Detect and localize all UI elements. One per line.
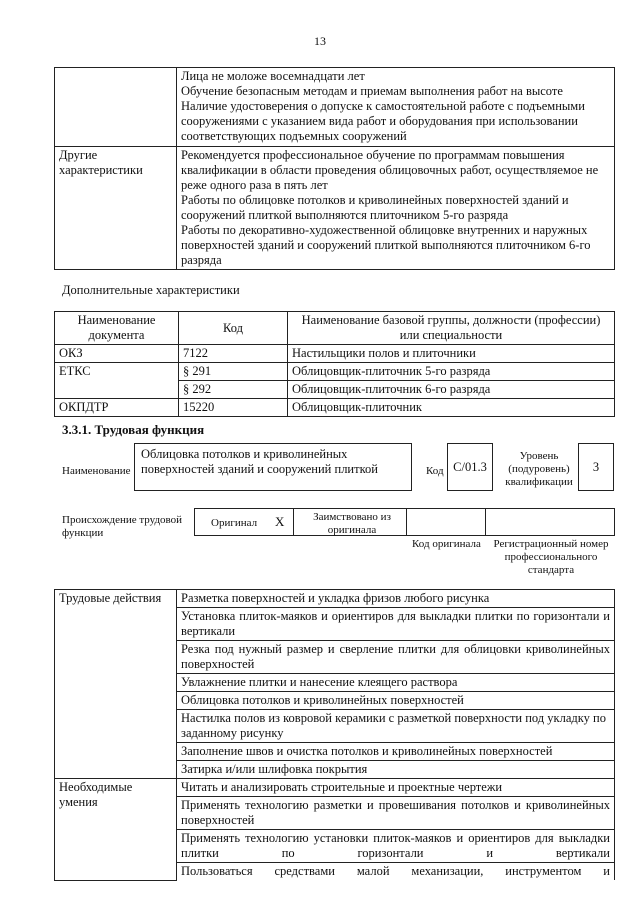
- action-item: Облицовка потолков и криволинейных поверхностей: [177, 692, 615, 710]
- table-row: [55, 363, 615, 381]
- table-row: [55, 68, 615, 147]
- cell-name: Облицовщик-плиточник 6-го разряда: [288, 381, 615, 399]
- divider: [485, 509, 486, 535]
- cell-code: 7122: [179, 345, 288, 363]
- section-title: 3.3.1. Трудовая функция: [62, 422, 205, 437]
- requirement-line: Наличие удостоверения о допуске к самостоятельной работе с подъемными сооружениями с указанием вида работ и оборудования при использовании соответствующих подъемных сооружений: [181, 99, 585, 143]
- action-item: Увлажнение плитки и нанесение клеящего раствора: [177, 674, 615, 692]
- action-item: Затирка и/или шлифовка покрытия: [177, 761, 615, 779]
- original-label: Оригинал: [211, 517, 258, 529]
- table-row: [55, 147, 615, 270]
- cell-name: Облицовщик-плиточник 5-го разряда: [288, 363, 615, 381]
- code-label: Код: [426, 465, 444, 477]
- action-item: Резка под нужный размер и сверление плитки для облицовки криволинейных поверхностей: [177, 641, 615, 674]
- table-row: [55, 590, 615, 608]
- original-mark: X: [275, 514, 285, 529]
- function-name-box: Облицовка потолков и криволинейных поверхностей зданий и сооружений плиткой: [134, 443, 412, 491]
- divider: [293, 509, 294, 535]
- skill-item: Читать и анализировать строительные и проектные чертежи: [177, 779, 615, 797]
- table-row: [55, 779, 615, 797]
- skill-item: Применять технологию разметки и провешивания потолков и криволинейных поверхностей: [177, 797, 615, 830]
- divider: [406, 509, 407, 535]
- cell-doc: ОКЗ: [55, 345, 179, 363]
- row-label: [55, 68, 177, 147]
- reg-number-label: Регистрационный номер профессионального стандарта: [493, 538, 609, 576]
- requirement-line: Лица не моложе восемнадцати лет: [181, 69, 365, 83]
- function-code-box: С/01.3: [447, 443, 493, 491]
- table-row: [55, 345, 615, 363]
- cell-doc: [55, 381, 179, 399]
- cell-doc: ОКПДТР: [55, 399, 179, 417]
- page-number: 13: [314, 34, 326, 48]
- cell-code: § 291: [179, 363, 288, 381]
- name-label: Наименование: [62, 465, 131, 477]
- requirement-line: Работы по декоративно-художественной облицовке внутренних и наружных поверхностей зданий и сооружений плиткой выполняются плиточником 6-го разряда: [181, 223, 591, 267]
- action-item: Установка плиток-маяков и ориентиров для выкладки плитки по горизонтали и вертикали: [177, 608, 615, 641]
- actions-label: Трудовые действия: [55, 590, 177, 779]
- table-row: [55, 381, 615, 399]
- additional-table: [54, 311, 615, 417]
- origin-label: Происхождение трудовой функции: [62, 514, 183, 539]
- requirement-line: Обучение безопасным методам и приемам выполнения работ на высоте: [181, 84, 563, 98]
- header-name: Наименование базовой группы, должности (профессии) или специальности: [288, 312, 615, 345]
- cell-name: Настильщики полов и плиточники: [288, 345, 615, 363]
- origin-box: [194, 508, 615, 536]
- requirements-table: [54, 67, 615, 270]
- row-content: [177, 68, 615, 147]
- cell-code: § 292: [179, 381, 288, 399]
- action-item: Настилка полов из ковровой керамики с разметкой поверхности под укладку по заданному рисунку: [177, 710, 615, 743]
- table-row: [55, 399, 615, 417]
- action-item: Заполнение швов и очистка потолков и криволинейных поверхностей: [177, 743, 615, 761]
- skill-item: Пользоваться средствами малой механизации, инструментом и: [177, 863, 615, 881]
- skills-label: Необходимые умения: [55, 779, 177, 881]
- cell-code: 15220: [179, 399, 288, 417]
- header-doc: Наименование документа: [55, 312, 179, 345]
- header-code: Код: [179, 312, 288, 345]
- row-label: Другие характеристики: [55, 147, 177, 270]
- code-original-label: Код оригинала: [412, 538, 481, 550]
- level-label: Уровень (подуровень) квалификации: [505, 450, 573, 488]
- requirement-line: Рекомендуется профессиональное обучение по программам повышения квалификации в области проведения облицовочных работ, осуществляемое не реже одного раза в пять лет: [181, 148, 599, 192]
- table-header-row: [55, 312, 615, 345]
- row-content: [177, 147, 615, 270]
- action-item: Разметка поверхностей и укладка фризов любого рисунка: [177, 590, 615, 608]
- requirement-line: Работы по облицовке потолков и криволинейных поверхностей зданий и сооружений плиткой выполняются плиточником 5-го разряда: [181, 193, 569, 222]
- cell-name: Облицовщик-плиточник: [288, 399, 615, 417]
- level-value-box: 3: [578, 443, 614, 491]
- borrowed-label: Заимствовано из оригинала: [313, 511, 391, 536]
- actions-table: [54, 589, 615, 881]
- skill-item: Применять технологию установки плиток-маяков и ориентиров для выкладки плитки по горизонтали и вертикали: [177, 830, 615, 863]
- additional-title: Дополнительные характеристики: [62, 283, 240, 297]
- cell-doc: ЕТКС: [55, 363, 179, 381]
